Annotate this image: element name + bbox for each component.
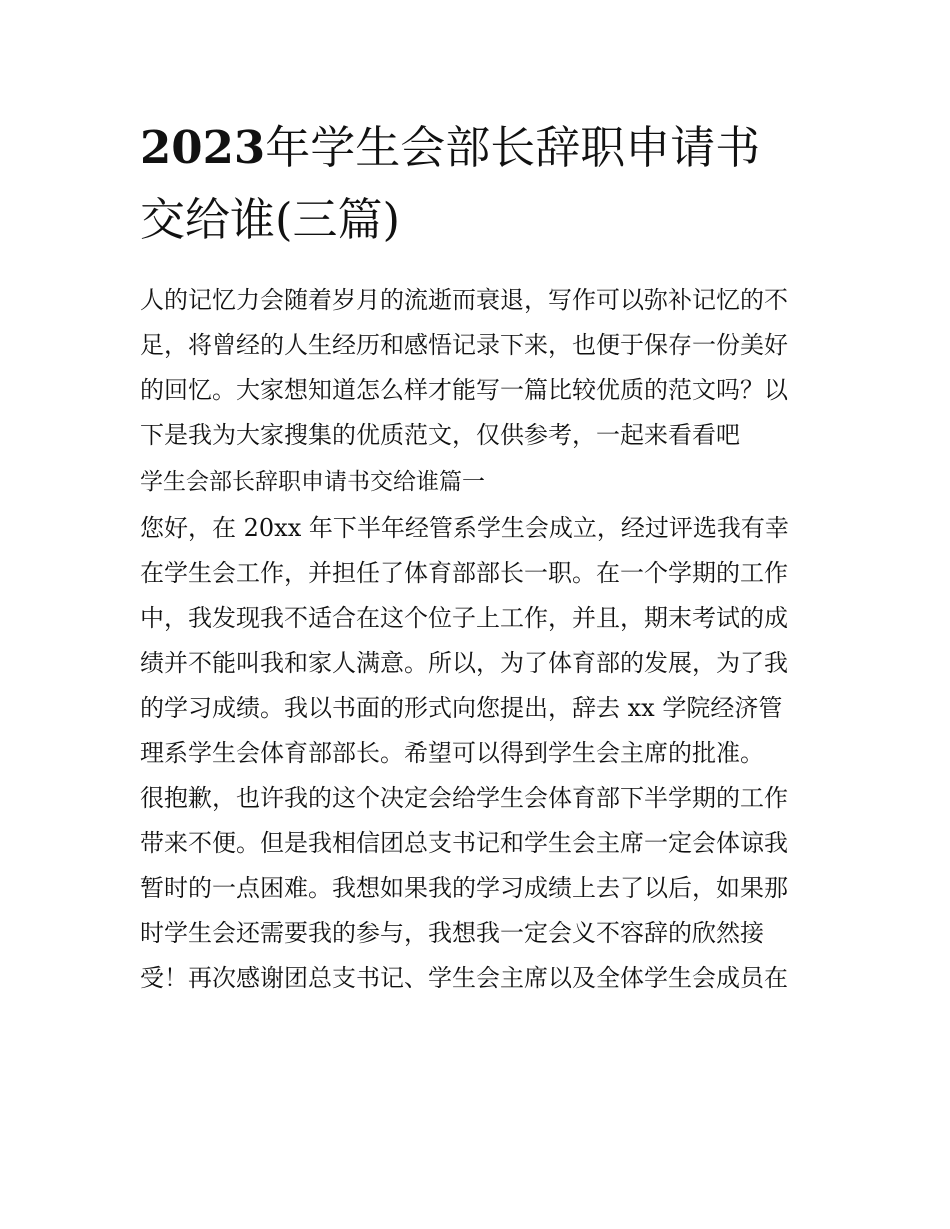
paragraph-line: 很抱歉，也许我的这个决定会给学生会体育部下半学期的工作 xyxy=(140,784,788,812)
paragraph-line: 时学生会还需要我的参与，我想我一定会义不容辞的欣然接 xyxy=(140,919,764,947)
paragraph-line: 带来不便。但是我相信团总支书记和学生会主席一定会体谅我 xyxy=(140,829,788,857)
paragraph-line: 中，我发现我不适合在这个位子上工作，并且，期末考试的成 xyxy=(140,604,788,632)
intro-line: 下是我为大家搜集的优质范文，仅供参考，一起来看看吧 xyxy=(140,421,740,449)
paragraph-line: 暂时的一点困难。我想如果我的学习成绩上去了以后，如果那 xyxy=(140,874,788,902)
title-text-line2: 交给谁(三篇) xyxy=(140,193,401,246)
intro-paragraph xyxy=(140,278,820,458)
paragraph-2 xyxy=(140,776,820,1001)
title-year: 2023 xyxy=(140,121,266,174)
title-text-line1: 年学生会部长辞职申请书 xyxy=(265,121,761,174)
paragraph-line: 受！再次感谢团总支书记、学生会主席以及全体学生会成员在 xyxy=(140,964,788,992)
paragraph-line: 理系学生会体育部部长。希望可以得到学生会主席的批准。 xyxy=(140,739,764,767)
intro-line: 的回忆。大家想知道怎么样才能写一篇比较优质的范文吗？以 xyxy=(140,376,788,404)
paragraph-line: 您好，在 20xx 年下半年经管系学生会成立，经过评选我有幸 xyxy=(140,514,789,542)
paragraph-line: 绩并不能叫我和家人满意。所以，为了体育部的发展，为了我 xyxy=(140,649,788,677)
paragraph-line: 在学生会工作，并担任了体育部部长一职。在一个学期的工作 xyxy=(140,559,788,587)
document-body xyxy=(140,278,820,1001)
intro-line: 足，将曾经的人生经历和感悟记录下来，也便于保存一份美好 xyxy=(140,331,788,359)
section-heading: 学生会部长辞职申请书交给谁篇一 xyxy=(140,469,485,495)
paragraph-1 xyxy=(140,506,820,776)
paragraph-line: 的学习成绩。我以书面的形式向您提出，辞去 xx 学院经济管 xyxy=(140,694,783,722)
document-title xyxy=(140,112,820,256)
intro-line: 人的记忆力会随着岁月的流逝而衰退，写作可以弥补记忆的不 xyxy=(140,286,788,314)
